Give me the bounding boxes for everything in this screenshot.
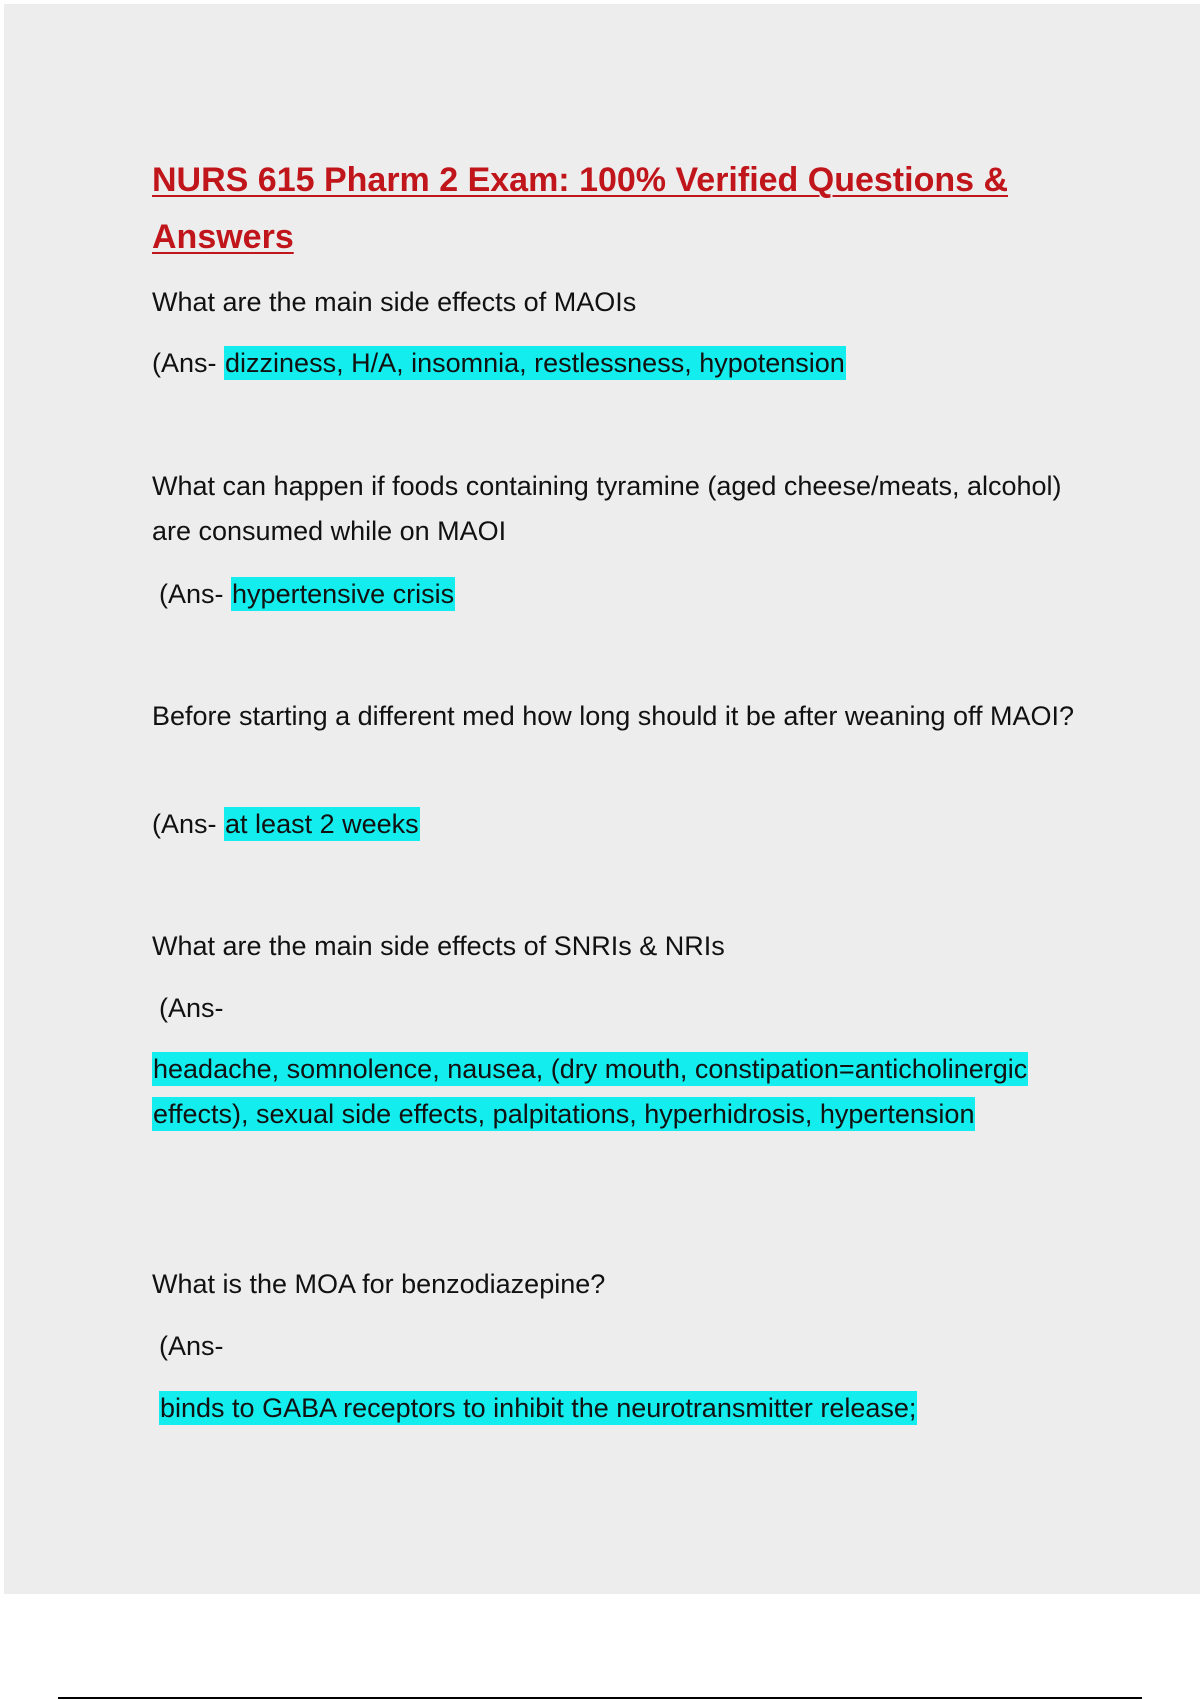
answer-1-highlight: dizziness, H/A, insomnia, restlessness, hypotension [225,348,845,378]
answer-4-prefix: (Ans- [159,993,224,1023]
answer-4 [152,1047,1082,1137]
document-page [4,4,1200,1594]
answer-prefix: (Ans- [152,348,217,378]
question-5: What is the MOA for benzodiazepine? [152,1269,606,1299]
footer-rule [58,1697,1142,1699]
answer-4-highlight: headache, somnolence, nausea, (dry mouth, constipation=anticholinergic effects), sexual side effects, palpitations, hyperhidrosis, hypertension [153,1054,1028,1129]
answer-3-highlight: at least 2 weeks [225,809,419,839]
question-1: What are the main side effects of MAOIs [152,287,637,317]
question-3: Before starting a different med how long should it be after weaning off MAOI? [152,701,1075,731]
answer-2-highlight: hypertensive crisis [232,579,455,609]
document-title: NURS 615 Pharm 2 Exam: 100% Verified Questions & Answers [152,161,1009,256]
question-2: What can happen if foods containing tyramine (aged cheese/meats, alcohol) are consumed while on MAOI [152,471,1062,546]
answer-5 [159,1386,1089,1431]
answer-3 [152,802,1082,847]
answer-5-highlight: binds to GABA receptors to inhibit the neurotransmitter release; [160,1393,917,1423]
answer-2 [159,572,1089,617]
answer-prefix: (Ans- [159,579,224,609]
question-4: What are the main side effects of SNRIs & NRIs [152,931,725,961]
answer-prefix: (Ans- [152,809,217,839]
answer-5-prefix: (Ans- [159,1331,224,1361]
answer-1 [152,341,1082,386]
